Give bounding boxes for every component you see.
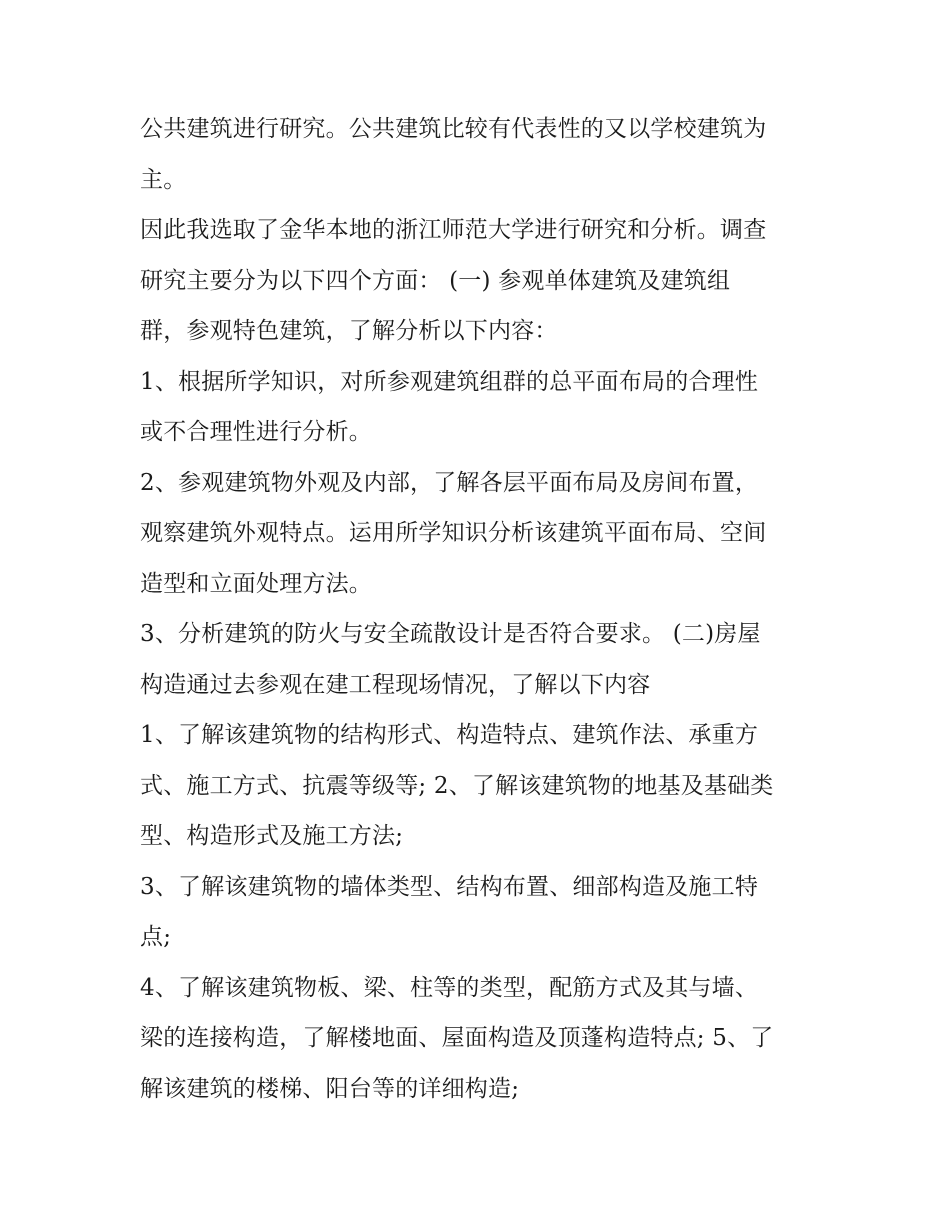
text-line: 解该建筑的楼梯、阳台等的详细构造; [140, 1075, 520, 1102]
text-line: 型、构造形式及施工方法; [140, 823, 404, 849]
text-line: 点; [140, 924, 172, 950]
text-line: 造型和立面处理方法。 [140, 570, 372, 597]
text-line: 梁的连接构造，了解楼地面、屋面构造及顶蓬构造特点; 5、了 [140, 1025, 774, 1051]
text-line: 群，参观特色建筑，了解分析以下内容： [140, 318, 558, 344]
text-line: 1、了解该建筑物的结构形式、构造特点、建筑作法、承重方 [140, 722, 759, 748]
text-line: 研究主要分为以下四个方面： (一) 参观单体建筑及建筑组 [140, 267, 731, 294]
text-line: 因此我选取了金华本地的浙江师范大学进行研究和分析。调查 [140, 217, 767, 243]
text-line: 2、参观建筑物外观及内部，了解各层平面布局及房间布置， [140, 469, 759, 496]
text-line: 或不合理性进行分析。 [140, 419, 372, 445]
text-line: 3、分析建筑的防火与安全疏散设计是否符合要求。 (二)房屋 [140, 621, 761, 647]
text-line: 主。 [140, 166, 187, 193]
text-line: 4、了解该建筑物板、梁、柱等的类型，配筋方式及其与墙、 [140, 974, 759, 1001]
text-line: 观察建筑外观特点。运用所学知识分析该建筑平面布局、空间 [140, 520, 767, 546]
text-line: 公共建筑进行研究。公共建筑比较有代表性的又以学校建筑为 [140, 116, 767, 142]
text-line: 1、根据所学知识，对所参观建筑组群的总平面布局的合理性 [140, 368, 759, 395]
text-line: 构造通过去参观在建工程现场情况，了解以下内容 [140, 671, 651, 698]
text-line: 3、了解该建筑物的墙体类型、结构布置、细部构造及施工特 [140, 873, 759, 900]
body-text [140, 104, 820, 1114]
text-line: 式、施工方式、抗震等级等; 2、了解该建筑物的地基及基础类 [140, 772, 774, 799]
